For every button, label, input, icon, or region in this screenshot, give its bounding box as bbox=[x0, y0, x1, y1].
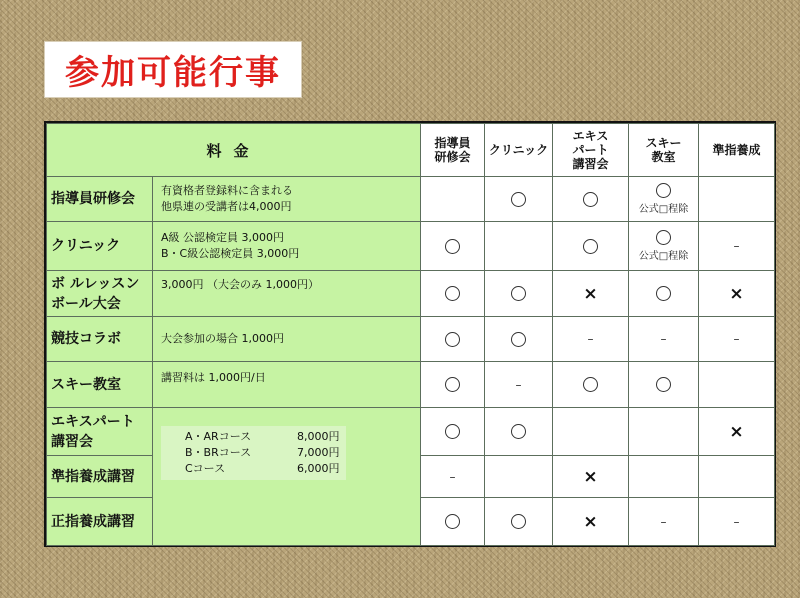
dash-mark-icon: – bbox=[733, 332, 740, 346]
circle-mark-icon bbox=[583, 377, 598, 392]
cross-mark-icon: × bbox=[729, 421, 744, 442]
circle-mark-icon bbox=[511, 286, 526, 301]
course-label: A・ARコース bbox=[185, 430, 252, 443]
mark-cell bbox=[629, 362, 699, 408]
mark-cell bbox=[553, 271, 629, 317]
circle-mark-icon bbox=[445, 514, 460, 529]
col-header-instructor-training bbox=[421, 124, 485, 177]
row-name bbox=[47, 271, 153, 317]
table-row bbox=[47, 362, 775, 408]
mark bbox=[656, 230, 671, 244]
mark-cell bbox=[421, 362, 485, 408]
table-row bbox=[47, 222, 775, 271]
circle-mark-icon bbox=[445, 377, 460, 392]
circle-mark-icon bbox=[656, 230, 671, 245]
mark-cell bbox=[629, 177, 699, 222]
mark-cell bbox=[421, 271, 485, 317]
col-header-label: エキス パート 講習会 bbox=[572, 129, 609, 171]
fee-line: 講習料は 1,000円/日 bbox=[161, 371, 266, 384]
col-header-ski-school bbox=[629, 124, 699, 177]
course-label: Cコース bbox=[185, 462, 226, 475]
mark-cell bbox=[699, 317, 775, 362]
dash-mark-icon: – bbox=[587, 332, 594, 346]
circle-mark-icon bbox=[511, 192, 526, 207]
circle-mark-icon bbox=[656, 183, 671, 198]
mark-cell bbox=[553, 456, 629, 498]
fee-cell bbox=[153, 271, 421, 317]
mark-cell bbox=[553, 362, 629, 408]
mark-cell bbox=[553, 177, 629, 222]
circle-mark-icon bbox=[445, 332, 460, 347]
mark-cell bbox=[421, 408, 485, 456]
fee-line: 他県連の受講者は4,000円 bbox=[161, 200, 292, 213]
row-name: 準指養成講習 bbox=[47, 456, 153, 498]
fee-cell bbox=[153, 317, 421, 362]
row-name-label: ボ ルレッスン ボール大会 bbox=[51, 275, 140, 312]
mark-cell bbox=[485, 456, 553, 498]
circle-mark-icon bbox=[445, 286, 460, 301]
row-name: 指導員研修会 bbox=[47, 177, 153, 222]
course-value: 7,000円 bbox=[297, 446, 340, 459]
table-row bbox=[47, 271, 775, 317]
circle-mark-icon bbox=[445, 239, 460, 254]
cross-mark-icon: × bbox=[583, 511, 598, 532]
mark-cell bbox=[629, 456, 699, 498]
circle-mark-icon bbox=[583, 239, 598, 254]
mark-cell bbox=[553, 408, 629, 456]
dash-mark-icon: – bbox=[733, 514, 740, 529]
event-grid bbox=[46, 123, 775, 546]
course-fee-row bbox=[167, 429, 340, 445]
circle-mark-icon bbox=[445, 424, 460, 439]
mark-cell bbox=[421, 498, 485, 546]
fee-cell bbox=[153, 177, 421, 222]
mark-cell bbox=[699, 271, 775, 317]
mark-cell bbox=[485, 177, 553, 222]
circle-mark-icon bbox=[656, 377, 671, 392]
cross-mark-icon: × bbox=[583, 466, 598, 487]
dash-mark-icon: – bbox=[660, 332, 667, 346]
mark-cell bbox=[553, 317, 629, 362]
mark-cell bbox=[421, 317, 485, 362]
circle-mark-icon bbox=[583, 192, 598, 207]
mark-cell bbox=[699, 362, 775, 408]
mark-cell bbox=[699, 177, 775, 222]
course-fee-cell bbox=[153, 408, 421, 546]
mark-cell bbox=[485, 498, 553, 546]
circle-mark-icon bbox=[511, 424, 526, 439]
mark-cell bbox=[629, 271, 699, 317]
mark-cell bbox=[699, 222, 775, 271]
mark-cell bbox=[553, 222, 629, 271]
mark-cell bbox=[699, 498, 775, 546]
fee-line: A級 公認検定員 3,000円 bbox=[161, 231, 285, 244]
fee-line: 3,000円 （大会のみ 1,000円） bbox=[161, 278, 319, 291]
col-header-expert-course bbox=[553, 124, 629, 177]
fee-cell bbox=[153, 222, 421, 271]
col-header-label: クリニック bbox=[488, 143, 549, 157]
cross-mark-icon: × bbox=[583, 283, 598, 304]
mark-cell bbox=[421, 222, 485, 271]
row-name: 競技コラボ bbox=[47, 317, 153, 362]
table-row bbox=[47, 177, 775, 222]
col-header-label: 指導員 研修会 bbox=[434, 136, 471, 164]
mark-cell bbox=[629, 317, 699, 362]
col-header-clinic bbox=[485, 124, 553, 177]
circle-mark-icon bbox=[511, 514, 526, 529]
fee-line: 大会参加の場合 1,000円 bbox=[161, 332, 284, 345]
col-header-sub-instructor bbox=[699, 124, 775, 177]
row-name: スキー教室 bbox=[47, 362, 153, 408]
event-table bbox=[44, 121, 776, 547]
course-fee-row bbox=[167, 445, 340, 461]
dash-mark-icon: – bbox=[515, 377, 522, 392]
mark-cell bbox=[485, 222, 553, 271]
header-row bbox=[47, 124, 775, 177]
title-box bbox=[44, 41, 302, 98]
row-name: クリニック bbox=[47, 222, 153, 271]
dash-mark-icon: – bbox=[660, 514, 667, 529]
page-title: 参加可能行事 bbox=[65, 53, 281, 93]
fee-line: 有資格者登録料に含まれる bbox=[161, 184, 293, 197]
note: 公式□程除 bbox=[638, 204, 689, 215]
mark-cell bbox=[485, 317, 553, 362]
table-row bbox=[47, 408, 775, 456]
col-header-label: 準指養成 bbox=[712, 143, 761, 157]
mark bbox=[656, 183, 671, 197]
fee-line: B・C級公認検定員 3,000円 bbox=[161, 247, 300, 260]
col-header-label: スキー 教室 bbox=[645, 136, 682, 164]
table-row bbox=[47, 317, 775, 362]
mark-cell bbox=[699, 456, 775, 498]
note: 公式□程除 bbox=[638, 251, 689, 262]
mark-cell bbox=[485, 362, 553, 408]
dash-mark-icon: – bbox=[733, 239, 740, 253]
course-value: 6,000円 bbox=[297, 462, 340, 475]
row-name: 正指養成講習 bbox=[47, 498, 153, 546]
mark-cell bbox=[629, 498, 699, 546]
circle-mark-icon bbox=[656, 286, 671, 301]
cross-mark-icon: × bbox=[729, 283, 744, 304]
mark-cell bbox=[421, 456, 485, 498]
mark-cell bbox=[699, 408, 775, 456]
course-value: 8,000円 bbox=[297, 430, 340, 443]
row-name-label: エキスパート 講習会 bbox=[51, 413, 135, 450]
mark-cell bbox=[629, 222, 699, 271]
fee-header: 料金 bbox=[47, 124, 421, 177]
mark-cell bbox=[485, 271, 553, 317]
mark-cell bbox=[421, 177, 485, 222]
course-label: B・BRコース bbox=[185, 446, 252, 459]
row-name bbox=[47, 408, 153, 456]
course-fee-block bbox=[161, 426, 346, 480]
fee-cell bbox=[153, 362, 421, 408]
mark-cell bbox=[629, 408, 699, 456]
course-fee-row bbox=[167, 461, 340, 477]
mark-cell bbox=[485, 408, 553, 456]
circle-mark-icon bbox=[511, 332, 526, 347]
mark-cell bbox=[553, 498, 629, 546]
dash-mark-icon: – bbox=[449, 469, 456, 484]
